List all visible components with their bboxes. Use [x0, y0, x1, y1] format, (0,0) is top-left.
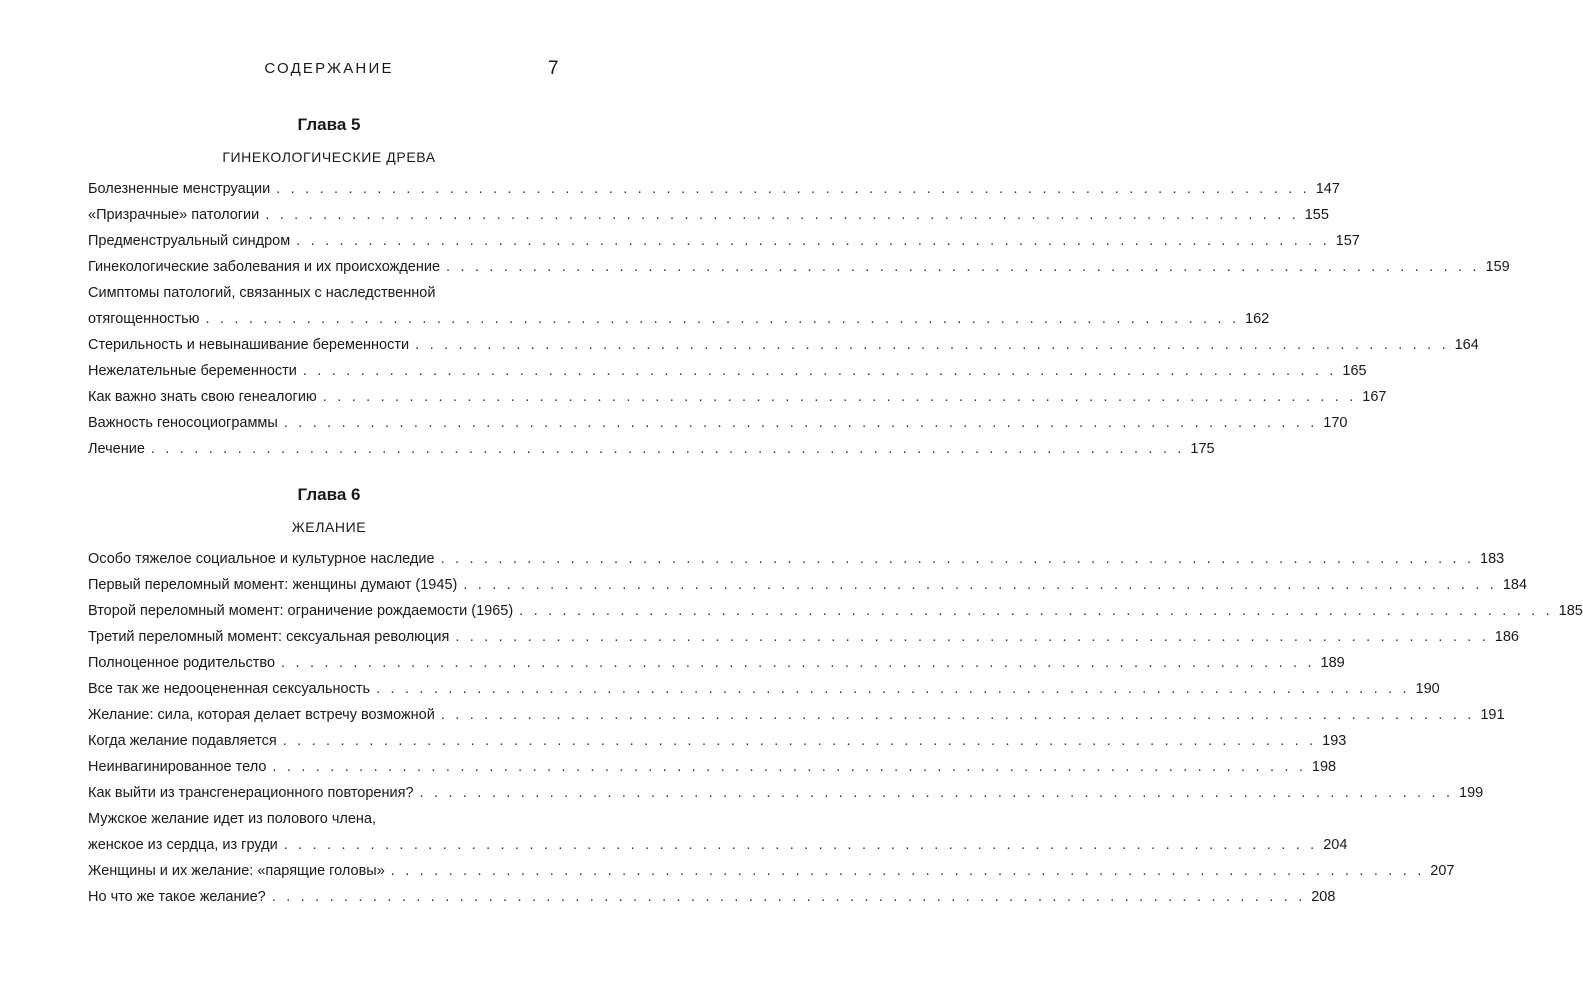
chapter-title: Глава 5	[297, 115, 361, 134]
toc-entry	[88, 176, 1340, 202]
toc-entry	[88, 572, 1528, 598]
dot-leader	[272, 884, 1306, 910]
toc-entry	[88, 202, 1329, 228]
toc-entry	[88, 228, 1360, 254]
toc-entry-page: 175	[1190, 441, 1215, 457]
toc-entry-line	[88, 858, 1455, 884]
toc-entry	[88, 384, 1387, 410]
toc-entry	[88, 254, 1510, 280]
dot-leader	[284, 832, 1318, 858]
toc-entry-line	[88, 728, 1347, 754]
toc-entry-line	[88, 410, 1348, 436]
toc-entry-page: 198	[1311, 759, 1337, 775]
toc-entry-title: Желание: сила, которая делает встречу возможной	[88, 707, 435, 723]
toc-entry-page: 189	[1320, 655, 1345, 671]
toc-entry-page: 147	[1315, 181, 1340, 197]
toc-entry	[88, 546, 1505, 572]
toc-entry-page: 170	[1323, 415, 1348, 431]
chapter-6	[88, 484, 1583, 910]
toc-entry	[88, 410, 1348, 436]
dot-leader	[296, 228, 1330, 254]
toc-entry-title: Лечение	[88, 441, 145, 457]
toc-entry	[88, 358, 1367, 384]
dot-leader	[284, 410, 1318, 436]
toc-entry-line	[88, 254, 1510, 280]
toc-entry-page: 159	[1485, 259, 1510, 275]
toc-entry-title: Но что же такое желание?	[88, 889, 266, 905]
dot-leader	[276, 176, 1310, 202]
toc-entry	[88, 598, 1583, 624]
toc-entry-page: 186	[1494, 629, 1519, 645]
toc-entry-line	[88, 546, 1505, 572]
toc-entry-page: 164	[1454, 337, 1479, 353]
toc-entry-page: 167	[1362, 389, 1387, 405]
toc-entry-page: 155	[1304, 207, 1329, 223]
toc-entry	[88, 436, 1215, 462]
toc-entry	[88, 780, 1484, 806]
dot-leader	[441, 546, 1475, 572]
toc-entry-line	[88, 754, 1337, 780]
toc-entry-line	[88, 780, 1484, 806]
toc-entry	[88, 624, 1519, 650]
dot-leader	[415, 332, 1449, 358]
toc-entry-title: Полноценное родительство	[88, 655, 276, 671]
toc-entry-title: Неинвагинированное тело	[88, 759, 267, 775]
toc-entry-page: 183	[1480, 551, 1505, 567]
dot-leader	[376, 676, 1410, 702]
toc-entry-title: Первый переломный момент: женщины думают (1945)	[88, 577, 458, 593]
toc-entry-line	[88, 572, 1528, 598]
dot-leader	[283, 728, 1317, 754]
toc-entry-line	[88, 650, 1345, 676]
toc-entry-line	[88, 202, 1329, 228]
toc-entry	[88, 884, 1336, 910]
toc-entry-page: 204	[1323, 837, 1348, 853]
toc-entry-page: 162	[1245, 311, 1270, 327]
toc-entry	[88, 650, 1345, 676]
toc-entry-title: Все так же недооцененная сексуальность	[88, 681, 371, 697]
toc-entry-title: Нежелательные беременности	[88, 363, 297, 379]
toc-entry-title: женское из сердца, из груди	[88, 837, 278, 853]
dot-leader	[441, 702, 1475, 728]
toc-entry-title: Важность геносоциограммы	[88, 415, 278, 431]
chapter-subtitle: ЖЕЛАНИЕ	[291, 519, 367, 535]
dot-leader	[303, 358, 1337, 384]
toc-entry-page: 190	[1415, 681, 1440, 697]
toc-entry-line	[88, 624, 1519, 650]
toc-entry-line	[88, 832, 1348, 858]
toc-entry	[88, 332, 1479, 358]
toc-entry-title: Особо тяжелое социальное и культурное наследие	[88, 551, 435, 567]
toc-entry	[88, 858, 1455, 884]
toc-entry-page: 199	[1459, 785, 1484, 801]
toc-entry-title-line: Симптомы патологий, связанных с наследственной	[88, 285, 436, 301]
chapter-subtitle: ГИНЕКОЛОГИЧЕСКИЕ ДРЕВА	[222, 149, 436, 165]
toc-entry-line	[88, 332, 1479, 358]
toc-entry-line	[88, 702, 1505, 728]
toc-entry-page: 207	[1430, 863, 1455, 879]
toc-entry-page: 184	[1502, 577, 1528, 593]
toc-entry-page: 191	[1480, 707, 1505, 723]
toc-entry-title: Стерильность и невынашивание беременности	[88, 337, 410, 353]
toc-entry-page: 185	[1558, 603, 1583, 619]
toc-entry-title: отягощенностью	[88, 311, 200, 327]
toc-entry-title: Гинекологические заболевания и их происхождение	[88, 259, 441, 275]
toc-entry-title-line: Мужское желание идет из полового члена,	[88, 811, 376, 827]
toc-entry-page: 157	[1335, 233, 1360, 249]
dot-leader	[420, 780, 1454, 806]
toc-entry-title: Второй переломный момент: ограничение рождаемости (1965)	[88, 603, 514, 619]
dot-leader	[455, 624, 1489, 650]
toc-entry-line	[88, 228, 1360, 254]
toc-entry	[88, 754, 1337, 780]
toc-entry-title: Как выйти из трансгенерационного повторения?	[88, 785, 414, 801]
toc-entry-title: Когда желание подавляется	[88, 733, 277, 749]
dot-leader	[281, 650, 1315, 676]
toc-entry	[88, 280, 1270, 332]
dot-leader	[272, 754, 1306, 780]
toc-entry-title: «Призрачные» патологии	[88, 207, 260, 223]
toc-entry-title: Женщины и их желание: «парящие головы»	[88, 863, 385, 879]
dot-leader	[265, 202, 1299, 228]
toc-entry	[88, 806, 1348, 858]
dot-leader	[151, 436, 1185, 462]
toc-entry-line	[88, 884, 1336, 910]
dot-leader	[323, 384, 1357, 410]
dot-leader	[519, 598, 1553, 624]
running-head: СОДЕРЖАНИЕ	[264, 60, 394, 77]
toc-entry-page: 193	[1322, 733, 1347, 749]
chapter-title: Глава 6	[297, 485, 361, 504]
toc-entry	[88, 676, 1440, 702]
page-number: 7	[548, 58, 559, 79]
toc-entry-page: 165	[1342, 363, 1367, 379]
chapter-5	[88, 114, 1510, 462]
toc-entry-line	[88, 436, 1215, 462]
toc-entry-line	[88, 598, 1583, 624]
toc-list	[88, 546, 1583, 910]
toc-entry-page: 208	[1311, 889, 1336, 905]
toc-entry-title: Предменструальный синдром	[88, 233, 291, 249]
dot-leader	[206, 306, 1240, 332]
toc-entry-line	[88, 676, 1440, 702]
toc-entry-title: Болезненные менструации	[88, 181, 271, 197]
toc-entry-title: Как важно знать свою генеалогию	[88, 389, 317, 405]
toc-entry-line	[88, 358, 1367, 384]
toc-entry-line	[88, 176, 1340, 202]
dot-leader	[446, 254, 1480, 280]
toc-entry-line	[88, 384, 1387, 410]
toc-list	[88, 176, 1510, 462]
dot-leader	[391, 858, 1425, 884]
dot-leader	[463, 572, 1497, 598]
toc-entry-line	[88, 306, 1270, 332]
toc-entry	[88, 728, 1347, 754]
toc-entry	[88, 702, 1505, 728]
toc-entry-title: Третий переломный момент: сексуальная революция	[88, 629, 450, 645]
